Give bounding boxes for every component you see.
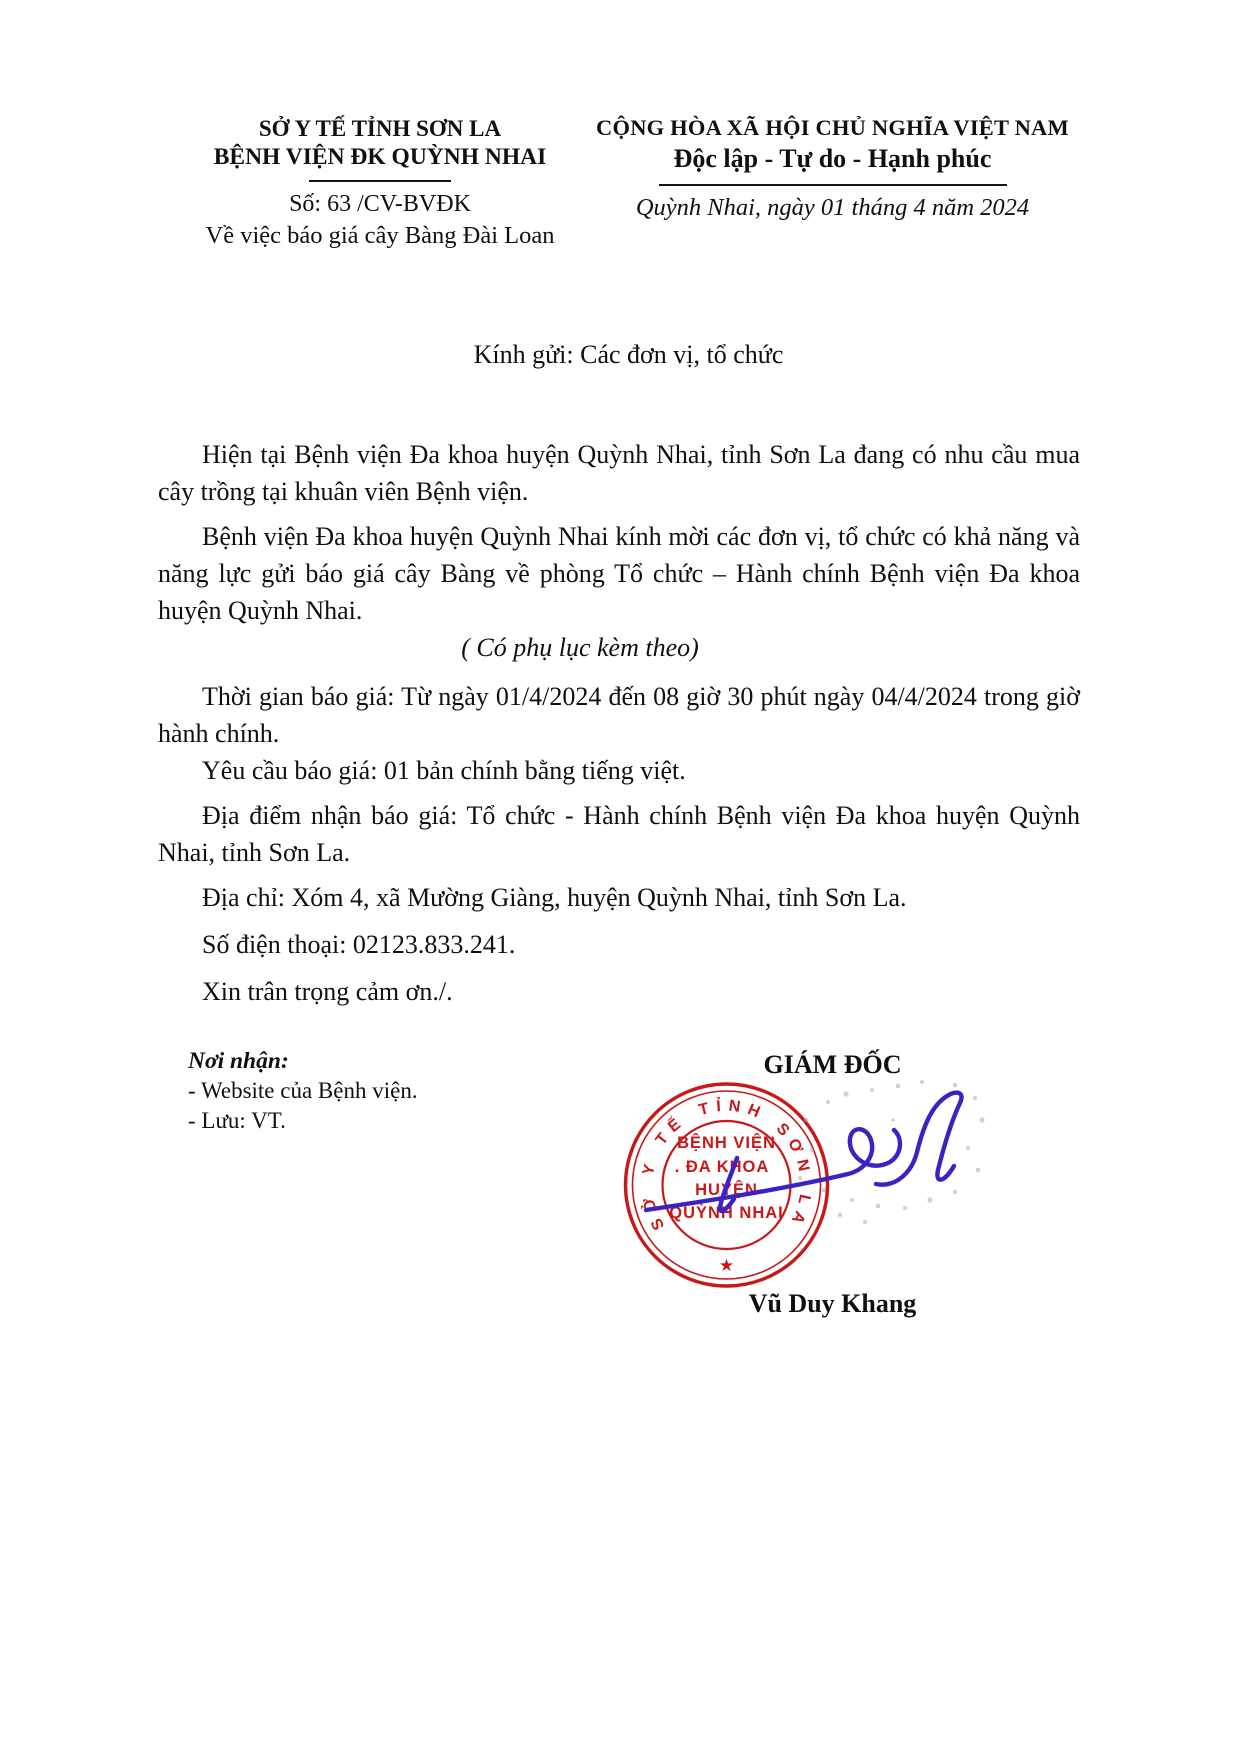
stamp-center-line: . ĐA KHOA bbox=[674, 1158, 770, 1176]
body-paragraph-1: Hiện tại Bệnh viện Đa khoa huyện Quỳnh Nhai, tỉnh Sơn La đang có nhu cầu mua cây trồng tại khuân viên Bệnh viện. bbox=[158, 440, 1080, 506]
attachment-note: ( Có phụ lục kèm theo) bbox=[461, 633, 699, 662]
doc-subject: Về việc báo giá cây Bàng Đài Loan bbox=[205, 222, 555, 249]
national-motto-line1: CỘNG HÒA XÃ HỘI CHỦ NGHĨA VIỆT NAM bbox=[596, 115, 1069, 140]
stamp-center-line: QUỲNH NHAI bbox=[669, 1204, 784, 1222]
signer-title: GIÁM ĐỐC bbox=[763, 1050, 902, 1079]
org-parent-name: SỞ Y TẾ TỈNH SƠN LA bbox=[258, 116, 502, 141]
official-stamp-and-signature bbox=[560, 1048, 1030, 1340]
recipient-item: - Website của Bệnh viện. bbox=[188, 1078, 418, 1103]
header-issuing-org bbox=[162, 114, 598, 251]
body-paragraph-6: Địa chỉ: Xóm 4, xã Mường Giàng, huyện Quỳnh Nhai, tỉnh Sơn La. bbox=[202, 883, 907, 912]
header-national bbox=[595, 113, 1070, 223]
body-paragraph-7: Số điện thoại: 02123.833.241. bbox=[202, 930, 516, 959]
signer-name: Vũ Duy Khang bbox=[748, 1289, 917, 1318]
header-left-divider bbox=[309, 180, 451, 182]
header-right-divider bbox=[659, 184, 1007, 186]
recipients-block bbox=[188, 1047, 418, 1136]
salutation-line: Kính gửi: Các đơn vị, tổ chức bbox=[473, 340, 784, 369]
body-paragraph-2: Bệnh viện Đa khoa huyện Quỳnh Nhai kính mời các đơn vị, tổ chức có khả năng và năng lực gửi báo giá cây Bàng về phòng Tổ chức – Hành chính Bệnh viện Đa khoa huyện Quỳnh Nhai. bbox=[158, 522, 1080, 625]
body-paragraph-3: Thời gian báo giá: Từ ngày 01/4/2024 đến 08 giờ 30 phút ngày 04/4/2024 trong giờ hành chính. bbox=[158, 682, 1080, 748]
body-paragraph-8: Xin trân trọng cảm ơn./. bbox=[202, 977, 453, 1006]
stamp-center-line: HUYỆN bbox=[695, 1181, 758, 1199]
recipient-item: - Lưu: VT. bbox=[188, 1108, 286, 1133]
stamp-ring-text: SỞ Y TẾ TỈNH SƠN LA bbox=[639, 1097, 814, 1233]
document-body bbox=[158, 436, 1080, 1010]
signature-stroke-flourish bbox=[876, 1093, 962, 1185]
body-paragraph-5: Địa điểm nhận báo giá: Tổ chức - Hành chính Bệnh viện Đa khoa huyện Quỳnh Nhai, tỉnh Sơn La. bbox=[158, 801, 1080, 867]
stamp-star-icon: ★ bbox=[718, 1256, 735, 1275]
stamp-center-line: BỆNH VIỆN bbox=[677, 1134, 776, 1152]
body-paragraph-4: Yêu cầu báo giá: 01 bản chính bằng tiếng việt. bbox=[202, 756, 686, 785]
org-unit-name: BỆNH VIỆN ĐK QUỲNH NHAI bbox=[213, 144, 547, 170]
place-dateline: Quỳnh Nhai, ngày 01 tháng 4 năm 2024 bbox=[635, 194, 1030, 221]
recipients-label: Nơi nhận: bbox=[188, 1048, 289, 1074]
doc-number: Số: 63 /CV-BVĐK bbox=[289, 191, 471, 217]
national-motto-line2: Độc lập - Tự do - Hạnh phúc bbox=[673, 144, 992, 173]
